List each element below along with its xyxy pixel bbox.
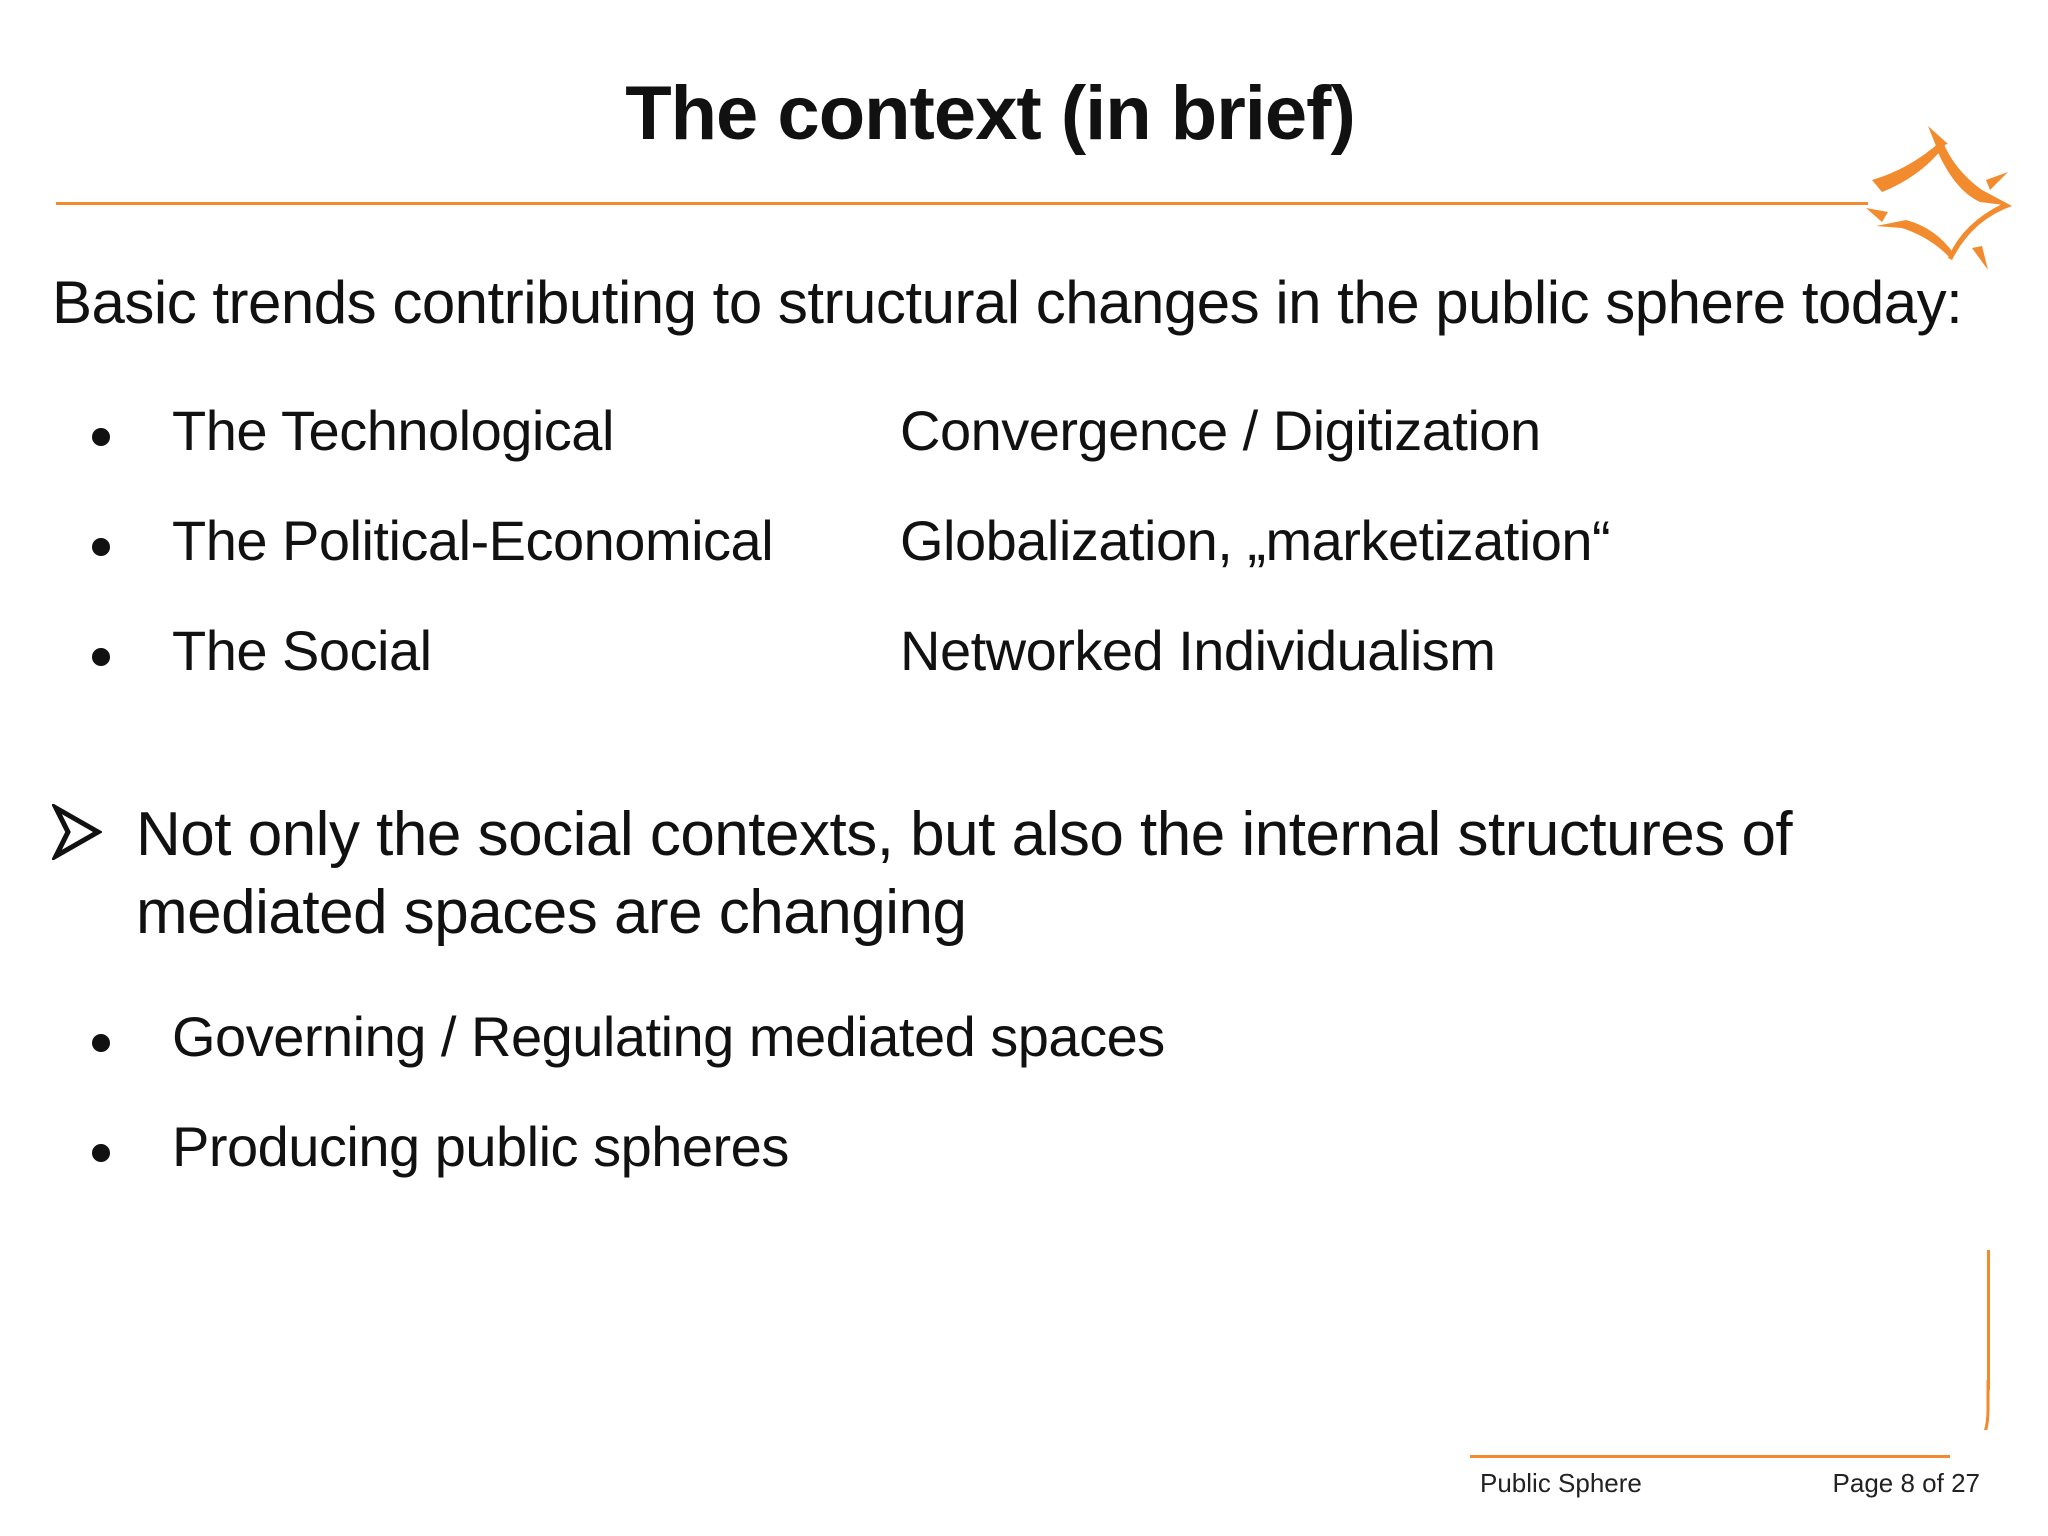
- bullet-dot-icon: [92, 428, 110, 446]
- trend-row-technological: [0, 398, 2048, 478]
- trend-row-political-economical: [0, 508, 2048, 588]
- footer-frame-right: [1987, 1250, 1990, 1390]
- sub-point-text: Governing / Regulating mediated spaces: [172, 1005, 1165, 1068]
- slide-title: The context (in brief): [625, 71, 1355, 156]
- trend-label: The Technological: [172, 399, 614, 462]
- footer-title: Public Sphere: [1480, 1468, 1642, 1498]
- trend-description: Convergence / Digitization: [900, 399, 1541, 462]
- intro-text: Basic trends contributing to structural changes in the public sphere today:: [52, 269, 1963, 336]
- sub-point-producing: [0, 1114, 1500, 1194]
- arrow-point-text: Not only the social contexts, but also the internal structures of mediated spaces are changing: [136, 800, 1793, 947]
- arrow-bullet-icon: [52, 804, 102, 860]
- footer-frame-corner: [1940, 1380, 1990, 1430]
- sub-point-governing: [0, 1004, 1500, 1084]
- footer-frame-bottom: [1470, 1455, 1950, 1458]
- trend-description: Networked Individualism: [900, 619, 1496, 682]
- sub-point-text: Producing public spheres: [172, 1115, 789, 1178]
- trend-row-social: [0, 618, 2048, 698]
- bullet-dot-icon: [92, 1144, 110, 1162]
- title-divider: [56, 202, 1868, 205]
- page-number: Page 8 of 27: [1832, 1468, 1980, 1498]
- trend-label: The Political-Economical: [172, 509, 774, 572]
- orange-star-logo-icon: [1862, 120, 2022, 290]
- bullet-dot-icon: [92, 1034, 110, 1052]
- trend-description: Globalization, „marketization“: [900, 509, 1611, 572]
- bullet-dot-icon: [92, 648, 110, 666]
- bullet-dot-icon: [92, 538, 110, 556]
- trend-label: The Social: [172, 619, 432, 682]
